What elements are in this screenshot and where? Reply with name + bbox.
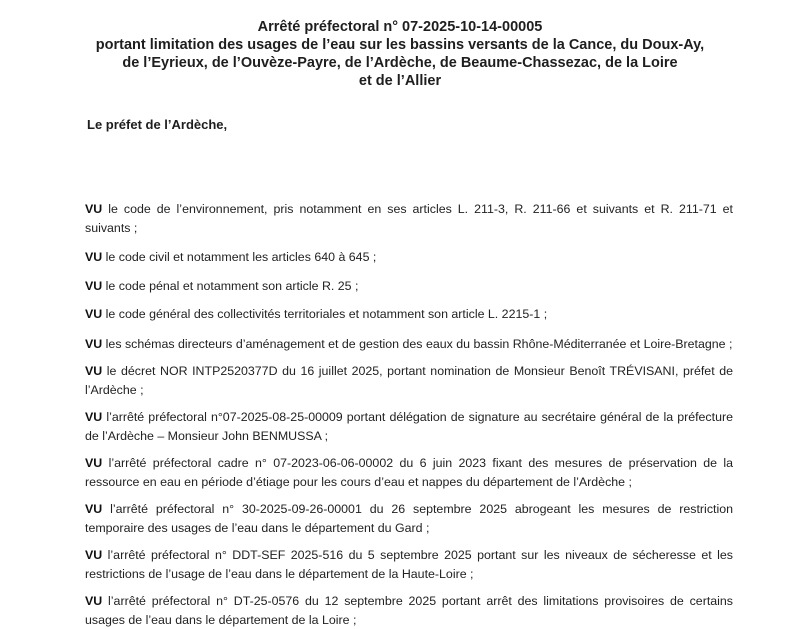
decree-subject-line-1: portant limitation des usages de l’eau sur les bassins versants de la Cance, du Doux-Ay, bbox=[95, 37, 705, 53]
vu-text: le code de l’environnement, pris notamment en ses articles L. 211-3, R. 211-66 et suivants et R. 211-71 et suivants ; bbox=[85, 202, 733, 235]
decree-subject-line-2: de l’Eyrieux, de l’Ouvèze-Payre, de l’Ardèche, de Beaume-Chassezac, de la Loire bbox=[122, 55, 678, 71]
vu-keyword: VU bbox=[85, 364, 103, 378]
decree-number: Arrêté préfectoral n° 07-2025-10-14-00005 bbox=[257, 19, 543, 35]
decree-title bbox=[60, 18, 740, 90]
vu-item-water-schemes bbox=[85, 335, 733, 354]
vu-text: l’arrêté préfectoral n° 30-2025-09-26-00001 du 26 septembre 2025 abrogeant les mesures de restriction temporaire des usages de l’eau dans le département du Gard ; bbox=[85, 502, 733, 535]
vu-keyword: VU bbox=[85, 307, 103, 321]
vu-keyword: VU bbox=[85, 548, 103, 562]
vu-text: le code pénal et notamment son article R. 25 ; bbox=[105, 278, 359, 293]
vu-text: l’arrêté préfectoral n°07-2025-08-25-00009 portant délégation de signature au secrétaire général de la préfecture de l’Ardèche – Monsieur John BENMUSSA ; bbox=[85, 410, 733, 443]
vu-keyword: VU bbox=[85, 410, 103, 424]
vu-text: l’arrêté préfectoral cadre n° 07-2023-06-06-00002 du 6 juin 2023 fixant des mesures de préservation de la ressource en eau en période d’étiage pour les cours d’eau et nappes du département de l’Ardèche ; bbox=[85, 456, 733, 489]
vu-item-penal-code bbox=[85, 277, 733, 296]
vu-item-framework-decree bbox=[85, 454, 733, 491]
vu-text: l’arrêté préfectoral n° DDT-SEF 2025-516 du 5 septembre 2025 portant sur les niveaux de sécheresse et les restrictions de l’usage de l’eau dans le département de la Haute-Loire ; bbox=[85, 548, 733, 581]
vu-item-nomination-decree bbox=[85, 362, 733, 399]
vu-keyword: VU bbox=[85, 502, 103, 516]
vu-item-haute-loire-decree bbox=[85, 546, 733, 583]
decree-subject-line-3: et de l’Allier bbox=[358, 73, 442, 89]
vu-item-loire-decree bbox=[85, 592, 733, 629]
vu-keyword: VU bbox=[85, 250, 103, 264]
vu-item-territorial-code bbox=[85, 305, 733, 324]
vu-list bbox=[85, 200, 733, 629]
vu-item-gard-decree bbox=[85, 500, 733, 537]
vu-text: les schémas directeurs d’aménagement et de gestion des eaux du bassin Rhône-Méditerranée et Loire-Bretagne ; bbox=[105, 336, 733, 351]
vu-item-civil-code bbox=[85, 248, 733, 267]
vu-keyword: VU bbox=[85, 594, 103, 608]
vu-keyword: VU bbox=[85, 336, 103, 351]
vu-keyword: VU bbox=[85, 202, 103, 216]
vu-item-environment-code bbox=[85, 200, 733, 237]
vu-keyword: VU bbox=[85, 456, 103, 470]
vu-text: le code civil et notamment les articles 640 à 645 ; bbox=[105, 250, 377, 264]
vu-text: l’arrêté préfectoral n° DT-25-0576 du 12 septembre 2025 portant arrêt des limitations provisoires de certains usages de l’eau dans le département de la Loire ; bbox=[85, 594, 734, 627]
prefect-intro: Le préfet de l’Ardèche, bbox=[87, 117, 228, 132]
vu-text: le code général des collectivités territoriales et notamment son article L. 2215-1 ; bbox=[105, 307, 548, 321]
vu-keyword: VU bbox=[85, 278, 103, 293]
vu-text: le décret NOR INTP2520377D du 16 juillet 2025, portant nomination de Monsieur Benoît TRÉVISANI, préfet de l’Ardèche ; bbox=[85, 364, 733, 397]
vu-item-signature-delegation bbox=[85, 408, 733, 445]
